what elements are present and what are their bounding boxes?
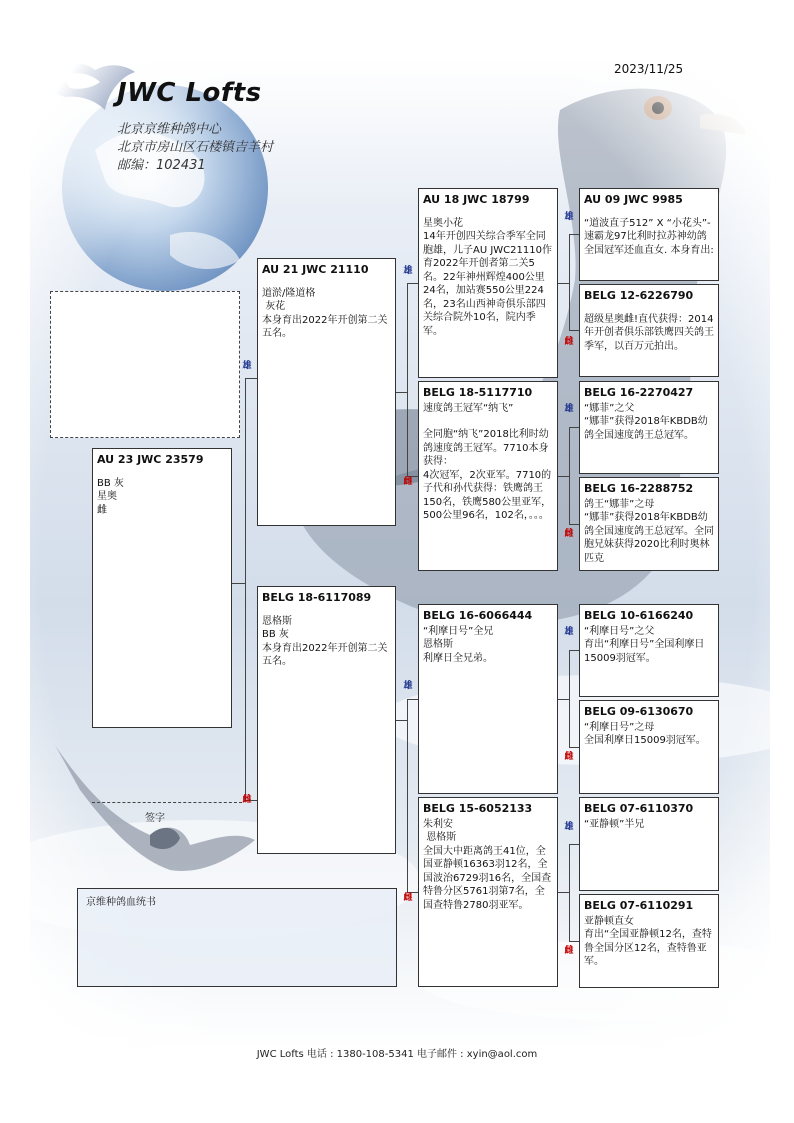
pedigree-line: 恩格斯	[423, 639, 453, 650]
pedigree-line: “利摩日号”全兄	[423, 625, 494, 637]
pedigree-line: “道波直子512” X “小花头”-速霸龙97比利时拉苏神幼鸽全国冠军还血直女. 本身育出:	[584, 217, 714, 256]
connector-line	[569, 234, 579, 235]
pedigree-line: 星奥	[97, 491, 117, 502]
sex-marker-female: 雌	[403, 893, 413, 903]
signature-label: 签字	[145, 813, 165, 824]
connector-line	[569, 427, 570, 524]
sex-marker-female: 雌	[403, 477, 413, 487]
pedigree-line: 雌	[97, 504, 107, 516]
ring-number: BELG 09-6130670	[584, 705, 694, 718]
connector-line	[396, 720, 407, 721]
connector-line	[245, 378, 246, 800]
sex-marker-male: 雄	[564, 627, 574, 637]
pedigree-line: “利摩日号”之母	[584, 721, 655, 733]
great-grandparent-card	[579, 284, 719, 377]
certificate-label: 京维种鸽血统书	[86, 897, 156, 908]
pedigree-line: “利摩日号”之父	[584, 625, 655, 637]
great-grandparent-card	[579, 477, 719, 571]
pedigree-line: 育出“利摩日号”全国利摩日15009羽冠军。	[584, 639, 705, 664]
pedigree-line: 本身育出2022年开创第二关五名。	[262, 642, 388, 667]
ring-number: BELG 16-2288752	[584, 482, 694, 495]
connector-line	[569, 941, 579, 942]
sex-marker-female: 雌	[564, 752, 574, 762]
brand-logo-text: JWC Lofts	[117, 78, 262, 108]
grandparent-card	[418, 381, 558, 571]
sex-marker-male: 雄	[403, 266, 413, 276]
signature-line	[92, 802, 242, 803]
ring-number: AU 23 JWC 23579	[97, 453, 204, 466]
pedigree-line: 全国利摩日15009羽冠军。	[584, 735, 706, 746]
pedigree-line: 利摩日全兄弟。	[423, 652, 493, 664]
connector-line	[569, 844, 579, 845]
ring-number: BELG 07-6110291	[584, 899, 694, 912]
pedigree-line: “娜菲”之父	[584, 402, 635, 414]
sex-marker-male: 雄	[564, 822, 574, 832]
sex-marker-male: 雄	[564, 404, 574, 414]
sex-marker-male: 雄	[242, 361, 252, 371]
sex-marker-female: 雌	[564, 946, 574, 956]
pedigree-line: 朱利安	[423, 818, 453, 830]
ring-number: BELG 07-6110370	[584, 802, 694, 815]
grandparent-card	[418, 188, 558, 378]
pedigree-line: 本身育出2022年开创第二关五名。	[262, 314, 388, 339]
connector-line	[407, 699, 418, 700]
ring-number: BELG 12-6226790	[584, 289, 694, 302]
sex-marker-female: 雌	[242, 795, 252, 805]
connector-line	[407, 283, 408, 476]
ring-number: AU 18 JWC 18799	[423, 193, 530, 206]
pedigree-line: 亚静顿直女	[584, 915, 634, 927]
dam-card	[257, 586, 396, 854]
sex-marker-male: 雄	[403, 681, 413, 691]
connector-line	[569, 427, 579, 428]
pedigree-line: BB 灰	[97, 477, 124, 489]
connector-line	[407, 283, 418, 284]
grandparent-card	[418, 797, 558, 987]
connector-line	[558, 476, 569, 477]
connector-line	[569, 650, 570, 747]
grandparent-card	[418, 604, 558, 794]
pedigree-line: 全同胞“纳飞”2018比利时幼鸽速度鸽王冠军。7710本身获得：	[423, 429, 549, 467]
pedigree-line: BB 灰	[262, 629, 289, 640]
connector-line	[569, 524, 579, 525]
subject-pigeon-card	[92, 448, 232, 728]
ring-number: BELG 18-5117710	[423, 386, 533, 399]
great-grandparent-card	[579, 604, 719, 697]
ring-number: BELG 18-6117089	[262, 591, 372, 604]
pedigree-line: 育出“全国亚静顿12名，查特鲁全国分区12名，查特鲁亚军。	[584, 929, 712, 967]
document-date: 2023/11/25	[614, 62, 684, 76]
connector-line	[558, 892, 569, 893]
connector-line	[558, 699, 569, 700]
pedigree-line: 星奥小花	[423, 217, 463, 229]
ring-number: BELG 16-2270427	[584, 386, 694, 399]
pedigree-line: 恩格斯	[423, 832, 457, 843]
connector-line	[569, 844, 570, 941]
sex-marker-male: 雄	[564, 212, 574, 222]
sex-marker-female: 雌	[564, 337, 574, 347]
pedigree-line: 道淤/隆道格	[262, 287, 316, 299]
connector-line	[569, 234, 570, 330]
org-postcode: 邮编：102431	[117, 158, 206, 173]
ring-number: AU 21 JWC 21110	[262, 263, 369, 276]
pedigree-line: 全国大中距离鸽王41位，全国亚静顿16363羽12名，全国波治6729羽16名，全国查特鲁分区5761羽第7名，全国查特鲁2780羽亚军。	[423, 845, 552, 911]
connector-line	[558, 283, 569, 284]
connector-line	[569, 747, 579, 748]
great-grandparent-card	[579, 797, 719, 891]
pedigree-line: 鸽王“娜菲”之母	[584, 498, 655, 510]
certificate-box	[77, 888, 397, 987]
ring-number: BELG 16-6066444	[423, 609, 533, 622]
sire-card	[257, 258, 396, 526]
great-grandparent-card	[579, 894, 719, 988]
connector-line	[396, 392, 407, 393]
pedigree-line	[423, 415, 553, 428]
org-address: 北京市房山区石楼镇吉羊村	[117, 140, 274, 155]
connector-line	[569, 650, 579, 651]
connector-line	[569, 330, 579, 331]
pedigree-line: 恩格斯	[262, 615, 292, 627]
pedigree-line: “亚静顿”半兄	[584, 818, 645, 830]
pedigree-line: “娜菲”获得2018年KBDB幼鸽全国速度鸽王总冠军。全同胞兄妹获得2020比利时奥林匹克	[584, 512, 714, 564]
pedigree-line: 灰花	[262, 301, 286, 312]
connector-line	[232, 583, 245, 584]
ring-number: AU 09 JWC 9985	[584, 193, 683, 206]
pedigree-line: 超级星奥雌!直代获得：2014年开创者俱乐部铁鹰四关鸽王季军，以百万元拍出。	[584, 313, 714, 352]
org-name: 北京京维种鸽中心	[117, 122, 222, 137]
pedigree-line: 14年开创四关综合季军全同胞雄，儿子AU JWC21110作育2022年开创者第二关5名。22年神州辉煌400公里24名，加站赛550公里224名，23名山西神奇俱乐部四关综合院外10名，院内季军。	[423, 231, 552, 337]
connector-line	[407, 699, 408, 892]
footer-contact: JWC Lofts 电话 : 1380-108-5341 电子邮件 : xyin@aol.com	[256, 1049, 538, 1060]
pedigree-line: “娜菲”获得2018年KBDB幼鸽全国速度鸽王总冠军。	[584, 416, 708, 441]
great-grandparent-card	[579, 188, 719, 281]
sex-marker-female: 雌	[564, 529, 574, 539]
pedigree-line: 速度鸽王冠军“纳飞”	[423, 402, 514, 414]
great-grandparent-card	[579, 381, 719, 474]
ring-number: BELG 15-6052133	[423, 802, 533, 815]
pedigree-line: 4次冠军，2次亚军。7710的子代和孙代获得：铁鹰鸽王150名，铁鹰580公里亚军，500公里96名，102名，。。。	[423, 469, 552, 521]
photo-placeholder	[50, 291, 240, 438]
great-grandparent-card	[579, 700, 719, 794]
connector-line	[245, 378, 257, 379]
ring-number: BELG 10-6166240	[584, 609, 694, 622]
